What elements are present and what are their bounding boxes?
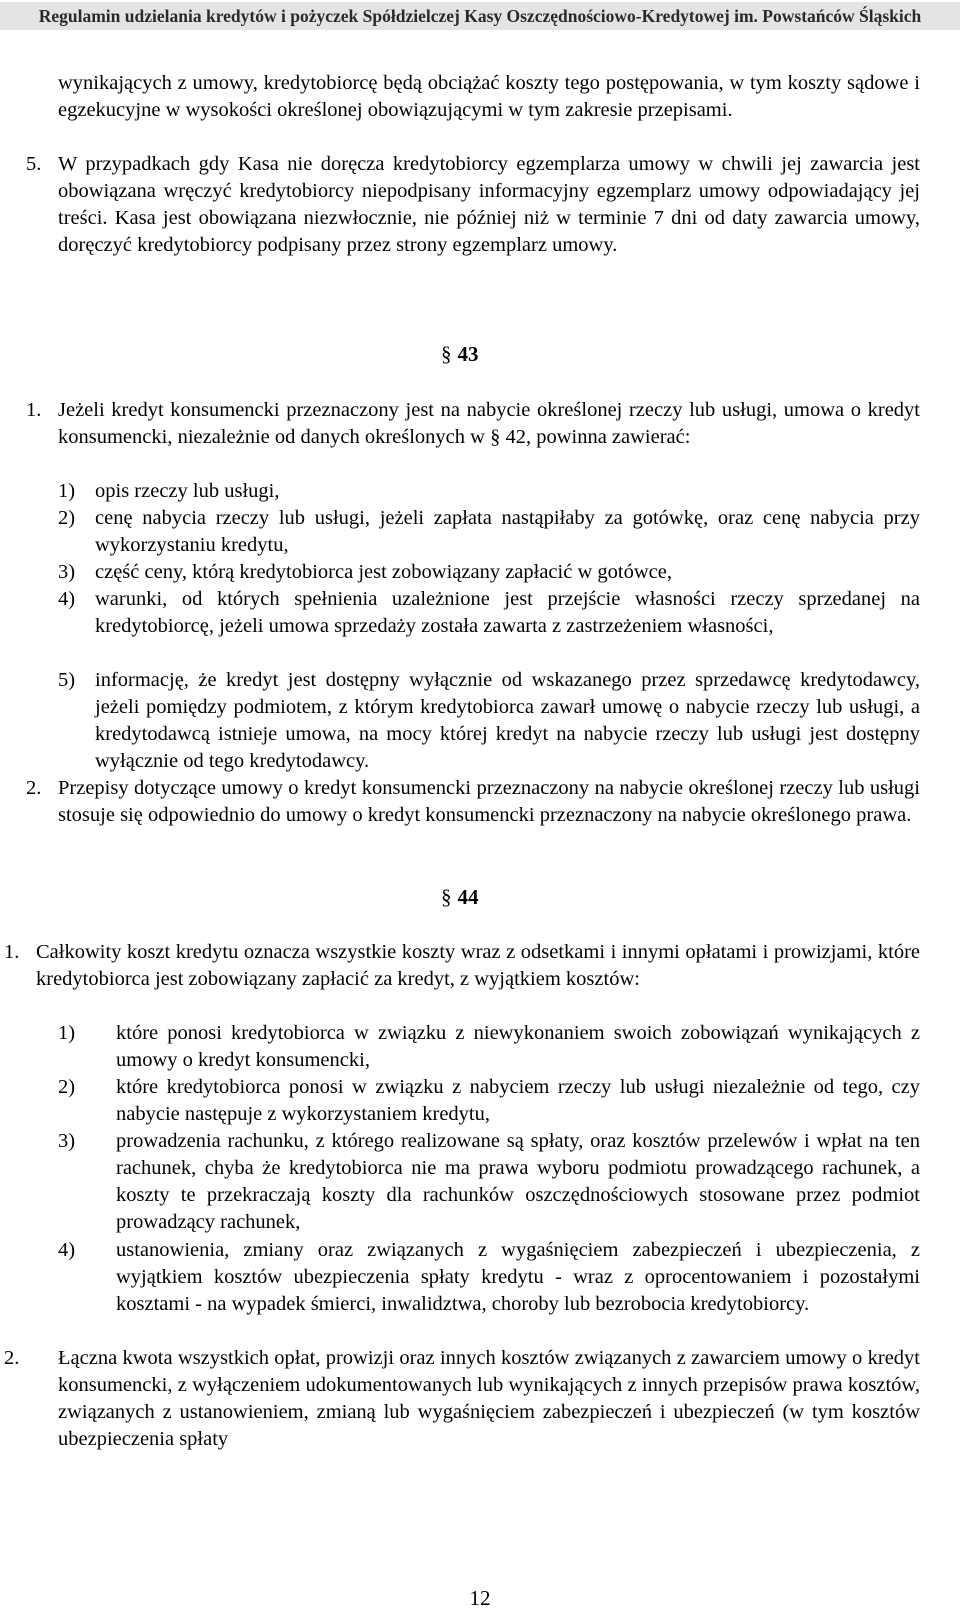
s43-item-2-text: cenę nabycia rzeczy lub usługi, jeżeli zapłata nastąpiłaby za gotówkę, oraz cenę nabycia przy wykorzystaniu kredytu,	[95, 507, 920, 556]
section-sign-icon: §	[441, 342, 452, 366]
s44-p2-number: 2.	[4, 1347, 20, 1369]
s43-item-3-text: część ceny, którą kredytobiorca jest zobowiązany zapłacić w gotówce,	[95, 561, 672, 583]
section-43-number: 43	[457, 342, 479, 366]
carry-over-paragraph: wynikających z umowy, kredytobiorcę będą obciążać koszty tego postępowania, w tym koszty sądowe i egzekucyjne w wysokości określonej obowiązującymi w tym zakresie przepisami.	[58, 72, 920, 121]
s44-p1-text: Całkowity koszt kredytu oznacza wszystkie koszty wraz z odsetkami i innymi opłatami i prowizjami, które kredytobiorca jest zobowiązany zapłacić za kredyt, z wyjątkiem kosztów:	[36, 941, 920, 990]
page-number: 12	[469, 1586, 491, 1610]
s43-item-5-text: informację, że kredyt jest dostępny wyłącznie od wskazanego przez sprzedawcę kredytodawcy, jeżeli pomiędzy podmiotem, z którym kredytobiorca zawarł umowę o nabycie rzeczy lub usługi, a kredytodawcą istnieje umowa, na mocy której kredyt na nabycie rzeczy lub usługi jest dostępny wyłącznie od tego kredytodawcy.	[95, 669, 920, 772]
s43-item-2-number: 2)	[58, 507, 76, 529]
s43-p2-number: 2.	[26, 777, 42, 799]
s44-item-2-number: 2)	[58, 1076, 76, 1098]
s44-p2-text: Łączna kwota wszystkich opłat, prowizji oraz innych kosztów związanych z zawarciem umowy o kredyt konsumencki, z wyłączeniem udokumentowanych lub wynikających z innych przepisów prawa kosztów, związanych z ustanowieniem, zmianą lub wygaśnięciem zabezpieczeń i ubezpieczeń (w tym kosztów ubezpieczenia spłaty	[58, 1347, 920, 1450]
s43-item-1-text: opis rzeczy lub usługi,	[95, 480, 280, 502]
s44-p1-number: 1.	[4, 941, 20, 963]
s43-item-5-number: 5)	[58, 669, 76, 691]
s43-item-4-text: warunki, od których spełnienia uzależnione jest przejście własności rzeczy sprzedanej na kredytobiorcę, jeżeli umowa sprzedaży została zawarta z zastrzeżeniem własności,	[95, 588, 920, 637]
s43-p2-text: Przepisy dotyczące umowy o kredyt konsumencki przeznaczony na nabycie określonej rzeczy lub usługi stosuje się odpowiednio do umowy o kredyt konsumencki przeznaczony na nabycie określonego prawa.	[58, 777, 920, 826]
s43-p1-number: 1.	[26, 399, 42, 421]
item-5-text: W przypadkach gdy Kasa nie doręcza kredytobiorcy egzemplarza umowy w chwili jej zawarcia jest obowiązana wręczyć kredytobiorcy niepodpisany informacyjny egzemplarz umowy odpowiadający jej treści. Kasa jest obowiązana niezwłocznie, nie później niż w terminie 7 dni od daty zawarcia umowy, doręczyć kredytobiorcy podpisany przez strony egzemplarz umowy.	[58, 153, 920, 256]
s43-item-4-number: 4)	[58, 588, 76, 610]
s44-item-2-text: które kredytobiorca ponosi w związku z nabyciem rzeczy lub usługi niezależnie od tego, czy nabycie następuje z wykorzystaniem kredytu,	[116, 1076, 920, 1125]
section-44-heading	[441, 884, 479, 911]
section-44-number: 44	[457, 885, 479, 909]
document-header: Regulamin udzielania kredytów i pożyczek Spółdzielczej Kasy Oszczędnościowo-Kredytowej im. Powstańców Śląskich	[0, 2, 960, 30]
s44-item-3-text: prowadzenia rachunku, z którego realizowane są spłaty, oraz kosztów przelewów i wpłat na ten rachunek, chyba że kredytobiorca nie ma prawa wyboru podmiotu prowadzącego rachunek, a koszty te przekraczają koszty dla rachunków oszczędnościowych stosowane przez podmiot prowadzący rachunek,	[116, 1130, 920, 1233]
section-sign-icon: §	[441, 885, 452, 909]
s43-item-1-number: 1)	[58, 480, 76, 502]
s43-p1-text: Jeżeli kredyt konsumencki przeznaczony jest na nabycie określonej rzeczy lub usługi, umowa o kredyt konsumencki, niezależnie od danych określonych w § 42, powinna zawierać:	[58, 399, 920, 448]
s44-item-4-text: ustanowienia, zmiany oraz związanych z wygaśnięciem zabezpieczeń i ubezpieczenia, z wyjątkiem kosztów ubezpieczenia spłaty kredytu - wraz z oprocentowaniem i pozostałymi kosztami - na wypadek śmierci, inwalidztwa, choroby lub bezrobocia kredytobiorcy.	[116, 1239, 920, 1315]
s43-item-3-number: 3)	[58, 561, 76, 583]
s44-item-1-number: 1)	[58, 1022, 76, 1044]
s44-item-3-number: 3)	[58, 1130, 76, 1152]
item-5-number: 5.	[26, 153, 42, 175]
s44-item-1-text: które ponosi kredytobiorca w związku z niewykonaniem swoich zobowiązań wynikających z umowy o kredyt konsumencki,	[116, 1022, 920, 1071]
section-43-heading	[441, 341, 479, 368]
s44-item-4-number: 4)	[58, 1239, 76, 1261]
